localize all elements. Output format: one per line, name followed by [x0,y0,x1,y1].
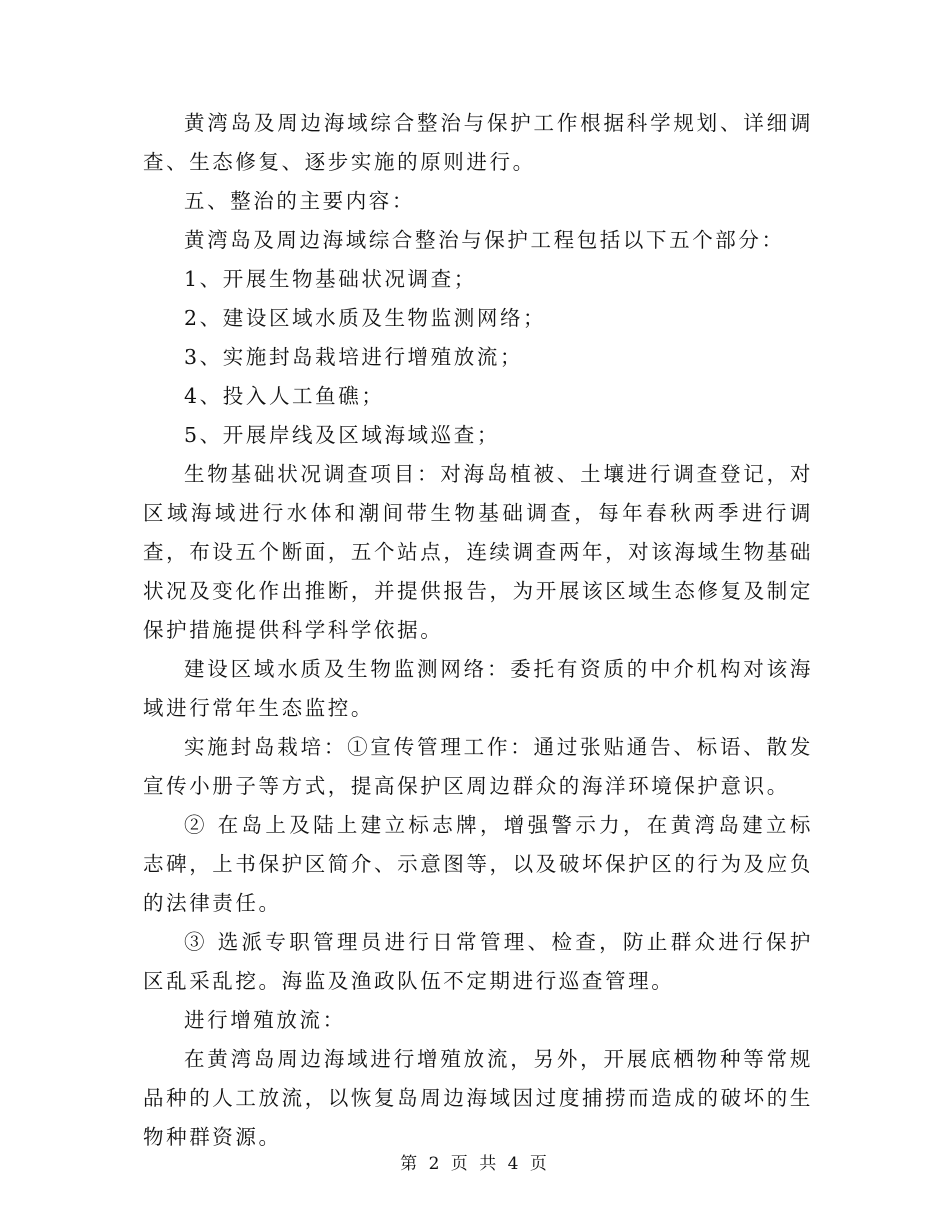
list-item: 5、开展岸线及区域海域巡查； [184,423,500,447]
section-heading-main-content: 五、整治的主要内容： [184,189,415,213]
paragraph-patrol: ③ 选派专职管理员进行日常管理、检查，防止群众进行保护区乱采乱挖。海监及渔政队伍不定期进行巡查管理。 [143,930,813,993]
document-body [143,104,813,1157]
paragraph-monitoring-network: 建设区域水质及生物监测网络：委托有资质的中介机构对该海域进行常年生态监控。 [143,657,813,720]
page-number-footer: 第 2 页 共 4 页 [400,1154,550,1174]
section-heading-stock-enhancement: 进行增殖放流： [184,1008,346,1032]
paragraph-principles: 黄湾岛及周边海域综合整治与保护工作根据科学规划、详细调查、生态修复、逐步实施的原则进行。 [143,111,813,174]
list-item: 1、开展生物基础状况调查； [184,267,477,291]
list-item: 2、建设区域水质及生物监测网络； [184,306,547,330]
paragraph-project-parts: 黄湾岛及周边海域综合整治与保护工程包括以下五个部分： [184,228,785,252]
paragraph-stock-enhancement: 在黄湾岛周边海域进行增殖放流，另外，开展底栖物种等常规品种的人工放流，以恢复岛周边海域因过度捕捞而造成的破坏的生物种群资源。 [143,1047,813,1149]
paragraph-biological-survey: 生物基础状况调查项目：对海岛植被、土壤进行调查登记，对区域海域进行水体和潮间带生物基础调查，每年春秋两季进行调查，布设五个断面，五个站点，连续调查两年，对该海域生物基础状况及变化作出推断，并提供报告，为开展该区域生态修复及制定保护措施提供科学科学依据。 [143,462,813,642]
list-item: 4、投入人工鱼礁； [184,384,385,408]
list-item: 3、实施封岛栽培进行增殖放流； [184,345,524,369]
paragraph-signage: ② 在岛上及陆上建立标志牌，增强警示力，在黄湾岛建立标志碑，上书保护区简介、示意图等，以及破坏保护区的行为及应负的法律责任。 [143,813,813,915]
paragraph-island-closure: 实施封岛栽培：①宣传管理工作：通过张贴通告、标语、散发宣传小册子等方式，提高保护区周边群众的海洋环境保护意识。 [143,735,813,798]
